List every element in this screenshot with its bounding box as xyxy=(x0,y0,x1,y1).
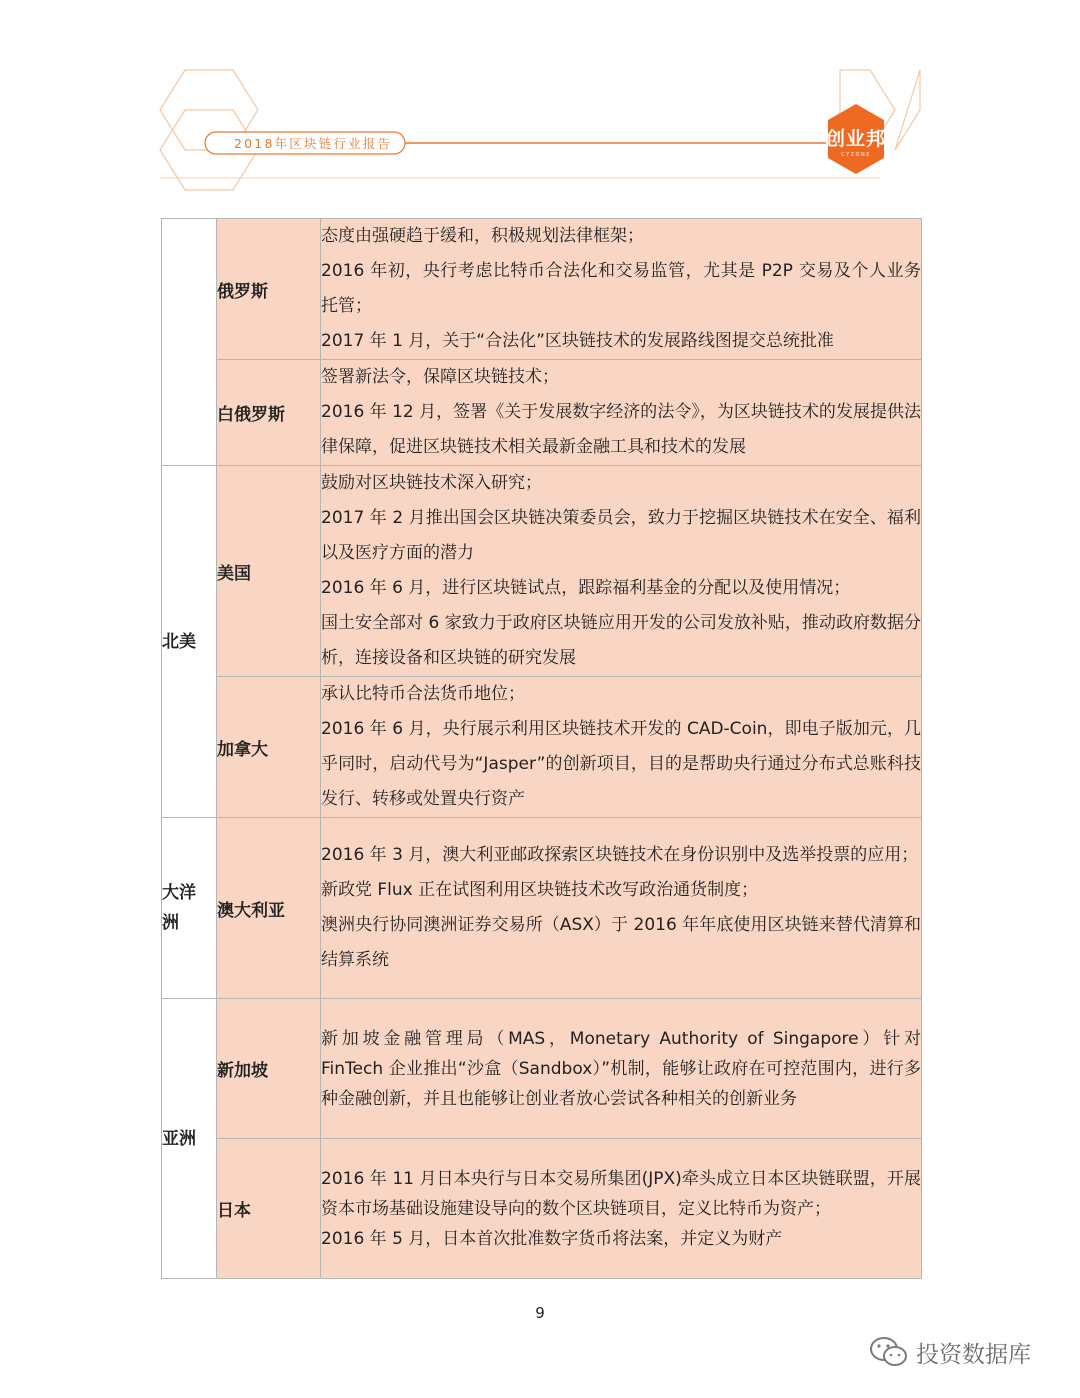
description-line: 2017 年 2 月推出国会区块链决策委员会，致力于挖掘区块链技术在安全、福利以及医疗方面的潜力 xyxy=(321,508,921,563)
country-cell xyxy=(217,466,321,677)
country-cell xyxy=(217,999,321,1139)
country-label: 俄罗斯 xyxy=(217,281,268,302)
report-title: 2018年区块链行业报告 xyxy=(234,136,393,151)
brand-logo xyxy=(824,110,888,176)
description-cell xyxy=(321,1139,922,1279)
region-cell xyxy=(162,999,217,1279)
region-label: 大洋洲 xyxy=(162,883,196,933)
logo-subtext: CYZONE xyxy=(841,152,871,158)
table-row xyxy=(162,818,922,999)
description-line: 2016 年 3 月，澳大利亚邮政探索区块链技术在身份识别中及选举投票的应用； xyxy=(321,845,919,865)
description-line: 2016 年 12 月，签署《关于发展数字经济的法令》，为区块链技术的发展提供法律保障，促进区块链技术相关最新金融工具和技术的发展 xyxy=(321,402,921,457)
region-label: 亚洲 xyxy=(162,1128,196,1149)
region-cell xyxy=(162,818,217,999)
description-cell xyxy=(321,818,922,999)
country-cell xyxy=(217,677,321,818)
watermark-text: 投资数据库 xyxy=(916,1341,1031,1368)
country-cell xyxy=(217,1139,321,1279)
description-cell xyxy=(321,677,922,818)
country-label: 日本 xyxy=(217,1201,251,1221)
country-label: 加拿大 xyxy=(217,739,268,760)
page-number: 9 xyxy=(535,1304,545,1322)
country-cell xyxy=(217,219,321,360)
description-line: 2016 年 6 月，进行区块链试点，跟踪福利基金的分配以及使用情况； xyxy=(321,578,851,598)
country-label: 美国 xyxy=(217,563,251,584)
description-line: 新加坡金融管理局（MAS，Monetary Authority of Singapore）针对 FinTech 企业推出“沙盒（Sandbox）”机制，能够让政府在可控范围内，进行多种金融创新，并且也能够让创业者放心尝试各种相关的创新业务 xyxy=(321,1028,921,1109)
description-line: 承认比特币合法货币地位； xyxy=(321,684,525,704)
region-cell xyxy=(162,466,217,818)
watermark xyxy=(868,1332,1031,1372)
table-row xyxy=(162,466,922,677)
region-cell xyxy=(162,219,217,466)
description-cell xyxy=(321,999,922,1139)
table-row xyxy=(162,219,922,360)
description-line: 澳洲央行协同澳洲证券交易所（ASX）于 2016 年年底使用区块链来替代清算和结算系统 xyxy=(321,915,921,970)
description-line: 2016 年初，央行考虑比特币合法化和交易监管，尤其是 P2P 交易及个人业务托管； xyxy=(321,261,921,316)
policy-table xyxy=(161,218,922,1279)
country-cell xyxy=(217,818,321,999)
description-line: 签署新法令，保障区块链技术； xyxy=(321,367,559,387)
country-label: 白俄罗斯 xyxy=(217,405,285,425)
region-label: 北美 xyxy=(162,631,196,652)
logo-text: 创业邦 xyxy=(825,128,886,150)
table-row xyxy=(162,677,922,818)
description-cell xyxy=(321,466,922,677)
header-decoration xyxy=(0,0,1080,200)
description-line: 2016 年 6 月，央行展示利用区块链技术开发的 CAD-Coin，即电子版加元，几乎同时，启动代号为“Jasper”的创新项目，目的是帮助央行通过分布式总账科技发行、转移或处置央行资产 xyxy=(321,719,921,809)
table-row xyxy=(162,999,922,1139)
description-cell xyxy=(321,360,922,466)
description-line: 2017 年 1 月，关于“合法化”区块链技术的发展路线图提交总统批准 xyxy=(321,331,834,351)
description-line: 国土安全部对 6 家致力于政府区块链应用开发的公司发放补贴，推动政府数据分析，连接设备和区块链的研究发展 xyxy=(321,613,921,668)
description-line: 新政党 Flux 正在试图利用区块链技术改写政治通货制度； xyxy=(321,880,759,900)
country-label: 澳大利亚 xyxy=(217,900,285,921)
table-row xyxy=(162,1139,922,1279)
country-cell xyxy=(217,360,321,466)
description-line: 2016 年 11 月日本央行与日本交易所集团(JPX)牵头成立日本区块链联盟，开展资本市场基础设施建设导向的数个区块链项目，定义比特币为资产； xyxy=(321,1168,921,1219)
country-label: 新加坡 xyxy=(217,1061,268,1081)
description-cell xyxy=(321,219,922,360)
table-row xyxy=(162,360,922,466)
description-line: 鼓励对区块链技术深入研究； xyxy=(321,473,542,493)
wechat-icon xyxy=(868,1334,910,1370)
description-line: 2016 年 5 月，日本首次批准数字货币将法案，并定义为财产 xyxy=(321,1228,783,1249)
description-line: 态度由强硬趋于缓和，积极规划法律框架； xyxy=(321,226,644,246)
